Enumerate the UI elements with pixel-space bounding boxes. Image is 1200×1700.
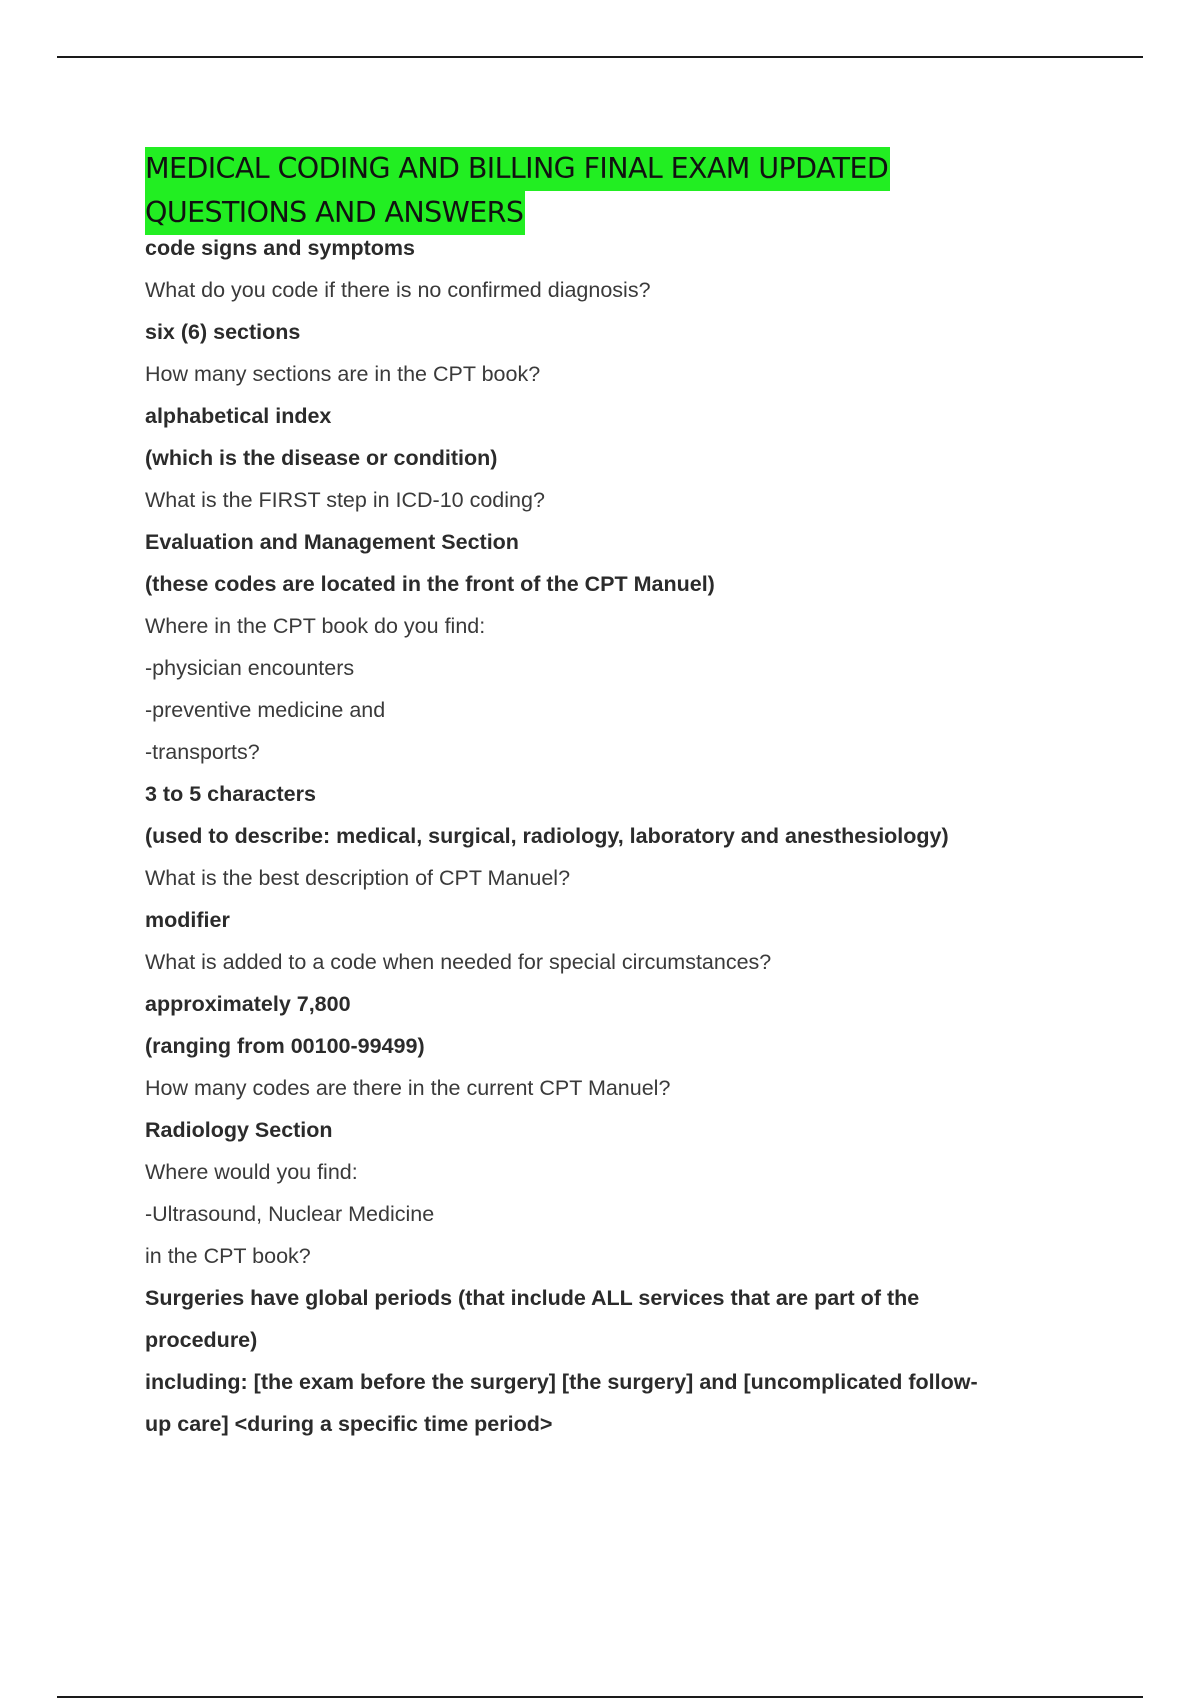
qa-list [145, 227, 1105, 1445]
answer-line: including: [the exam before the surgery] [the surgery] and [uncomplicated follow- [145, 1370, 978, 1394]
answer-line: six (6) sections [145, 320, 301, 344]
document-body [145, 147, 1105, 1445]
answer-line: Surgeries have global periods (that include ALL services that are part of the [145, 1286, 920, 1310]
question-line: Where would you find: [145, 1160, 358, 1184]
question-line: -preventive medicine and [145, 698, 386, 722]
answer-line: (which is the disease or condition) [145, 446, 498, 470]
answer-line: Radiology Section [145, 1118, 333, 1142]
question-line: -transports? [145, 740, 260, 764]
answer-line: up care] <during a specific time period> [145, 1412, 553, 1436]
answer-line: (ranging from 00100-99499) [145, 1034, 425, 1058]
answer-line: (used to describe: medical, surgical, radiology, laboratory and anesthesiology) [145, 824, 949, 848]
header-rule [57, 56, 1143, 58]
footer-rule [57, 1696, 1143, 1698]
answer-line: Evaluation and Management Section [145, 530, 519, 554]
question-line: What is the FIRST step in ICD-10 coding? [145, 488, 545, 512]
question-line: What is the best description of CPT Manuel? [145, 866, 571, 890]
answer-line: approximately 7,800 [145, 992, 351, 1016]
question-line: -physician encounters [145, 656, 355, 680]
question-line: What is added to a code when needed for special circumstances? [145, 950, 772, 974]
answer-line: procedure) [145, 1328, 258, 1352]
answer-line: alphabetical index [145, 404, 332, 428]
question-line: How many codes are there in the current CPT Manuel? [145, 1076, 671, 1100]
answer-line: (these codes are located in the front of the CPT Manuel) [145, 572, 715, 596]
answer-line: modifier [145, 908, 230, 932]
question-line: Where in the CPT book do you find: [145, 614, 486, 638]
question-line: What do you code if there is no confirmed diagnosis? [145, 278, 651, 302]
answer-line: code signs and symptoms [145, 236, 416, 260]
title-line-1: MEDICAL CODING AND BILLING FINAL EXAM UPDATED [145, 147, 890, 191]
title-line-2: QUESTIONS AND ANSWERS [145, 191, 525, 235]
question-line: in the CPT book? [145, 1244, 311, 1268]
question-line: -Ultrasound, Nuclear Medicine [145, 1202, 435, 1226]
document-title [145, 147, 1105, 235]
question-line: How many sections are in the CPT book? [145, 362, 541, 386]
answer-line: 3 to 5 characters [145, 782, 316, 806]
